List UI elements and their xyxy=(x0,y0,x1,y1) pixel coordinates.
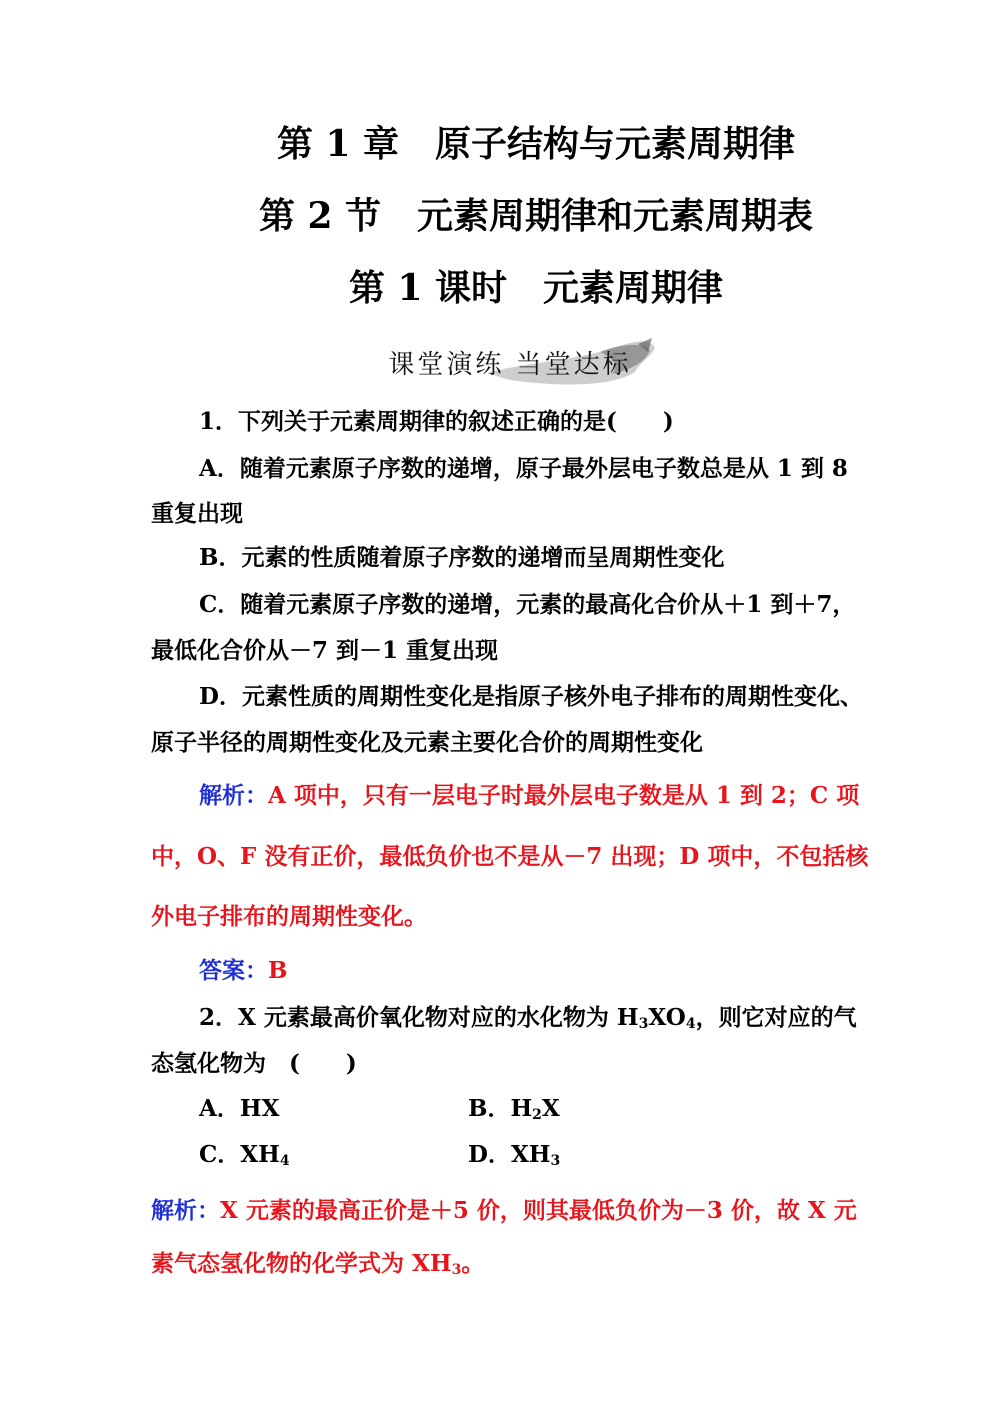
question-1-option-d-cont: 原子半径的周期性变化及元素主要化合价的周期性变化 xyxy=(151,729,703,756)
option-text: X xyxy=(541,1095,560,1122)
answer-label: 答案： xyxy=(199,957,268,984)
practice-banner xyxy=(350,332,670,392)
subscript: 3 xyxy=(550,1153,561,1169)
analysis-label: 解析： xyxy=(199,782,268,809)
question-2-analysis xyxy=(151,1196,857,1226)
subscript: 4 xyxy=(279,1153,290,1169)
question-1-option-a-cont: 重复出现 xyxy=(151,500,243,527)
section-title: 第 2 节 元素周期律和元素周期表 xyxy=(258,195,814,237)
question-2-option-b xyxy=(468,1094,560,1124)
lesson-title: 第 1 课时 元素周期律 xyxy=(348,267,724,309)
subscript: 4 xyxy=(685,1016,696,1032)
option-text: B．H xyxy=(468,1095,533,1122)
question-1-option-a: A．随着元素原子序数的递增，原子最外层电子数总是从 1 到 8 xyxy=(199,455,848,482)
question-2-analysis-cont xyxy=(151,1249,484,1279)
analysis-text: 素气态氢化物的化学式为 XH xyxy=(151,1250,452,1277)
question-2-stem-cont: 态氢化物为 ( ) xyxy=(151,1050,357,1077)
question-1-option-d: D．元素性质的周期性变化是指原子核外电子排布的周期性变化、 xyxy=(199,683,863,710)
question-1-answer xyxy=(199,956,287,986)
question-2-option-a: A．HX xyxy=(199,1095,280,1122)
banner-text: 课堂演练 当堂达标 xyxy=(388,350,632,380)
analysis-label: 解析： xyxy=(151,1197,220,1224)
question-1-option-c-cont: 最低化合价从－7 到－1 重复出现 xyxy=(151,637,499,664)
option-text: D．XH xyxy=(468,1141,551,1168)
subscript: 3 xyxy=(638,1016,649,1032)
question-2-stem xyxy=(199,1003,857,1033)
stem-text: 2．X 元素最高价氧化物对应的水化物为 H xyxy=(199,1004,639,1031)
analysis-text: 。 xyxy=(461,1250,485,1277)
subscript: 3 xyxy=(451,1262,462,1278)
option-text: C．XH xyxy=(199,1141,280,1168)
question-1-analysis xyxy=(199,781,859,811)
question-1-option-b: B．元素的性质随着原子序数的递增而呈周期性变化 xyxy=(199,544,725,571)
analysis-text: A 项中，只有一层电子时最外层电子数是从 1 到 2；C 项 xyxy=(268,782,860,809)
question-2-option-d xyxy=(468,1140,560,1170)
answer-value: B xyxy=(268,957,288,984)
question-1-analysis-cont: 外电子排布的周期性变化。 xyxy=(151,903,427,930)
stem-text: XO xyxy=(648,1004,686,1031)
subscript: 2 xyxy=(532,1107,542,1123)
question-1-analysis-cont: 中，O、F 没有正价，最低负价也不是从－7 出现；D 项中，不包括核 xyxy=(151,843,869,870)
stem-text: ，则它对应的气 xyxy=(695,1004,857,1031)
question-1-stem: 1．下列关于元素周期律的叙述正确的是( ) xyxy=(199,408,674,435)
analysis-text: X 元素的最高正价是＋5 价，则其最低负价为－3 价，故 X 元 xyxy=(220,1197,857,1224)
question-1-option-c: C．随着元素原子序数的递增，元素的最高化合价从＋1 到＋7， xyxy=(199,591,856,618)
question-2-option-c xyxy=(199,1140,290,1170)
chapter-title: 第 1 章 原子结构与元素周期律 xyxy=(276,123,796,165)
